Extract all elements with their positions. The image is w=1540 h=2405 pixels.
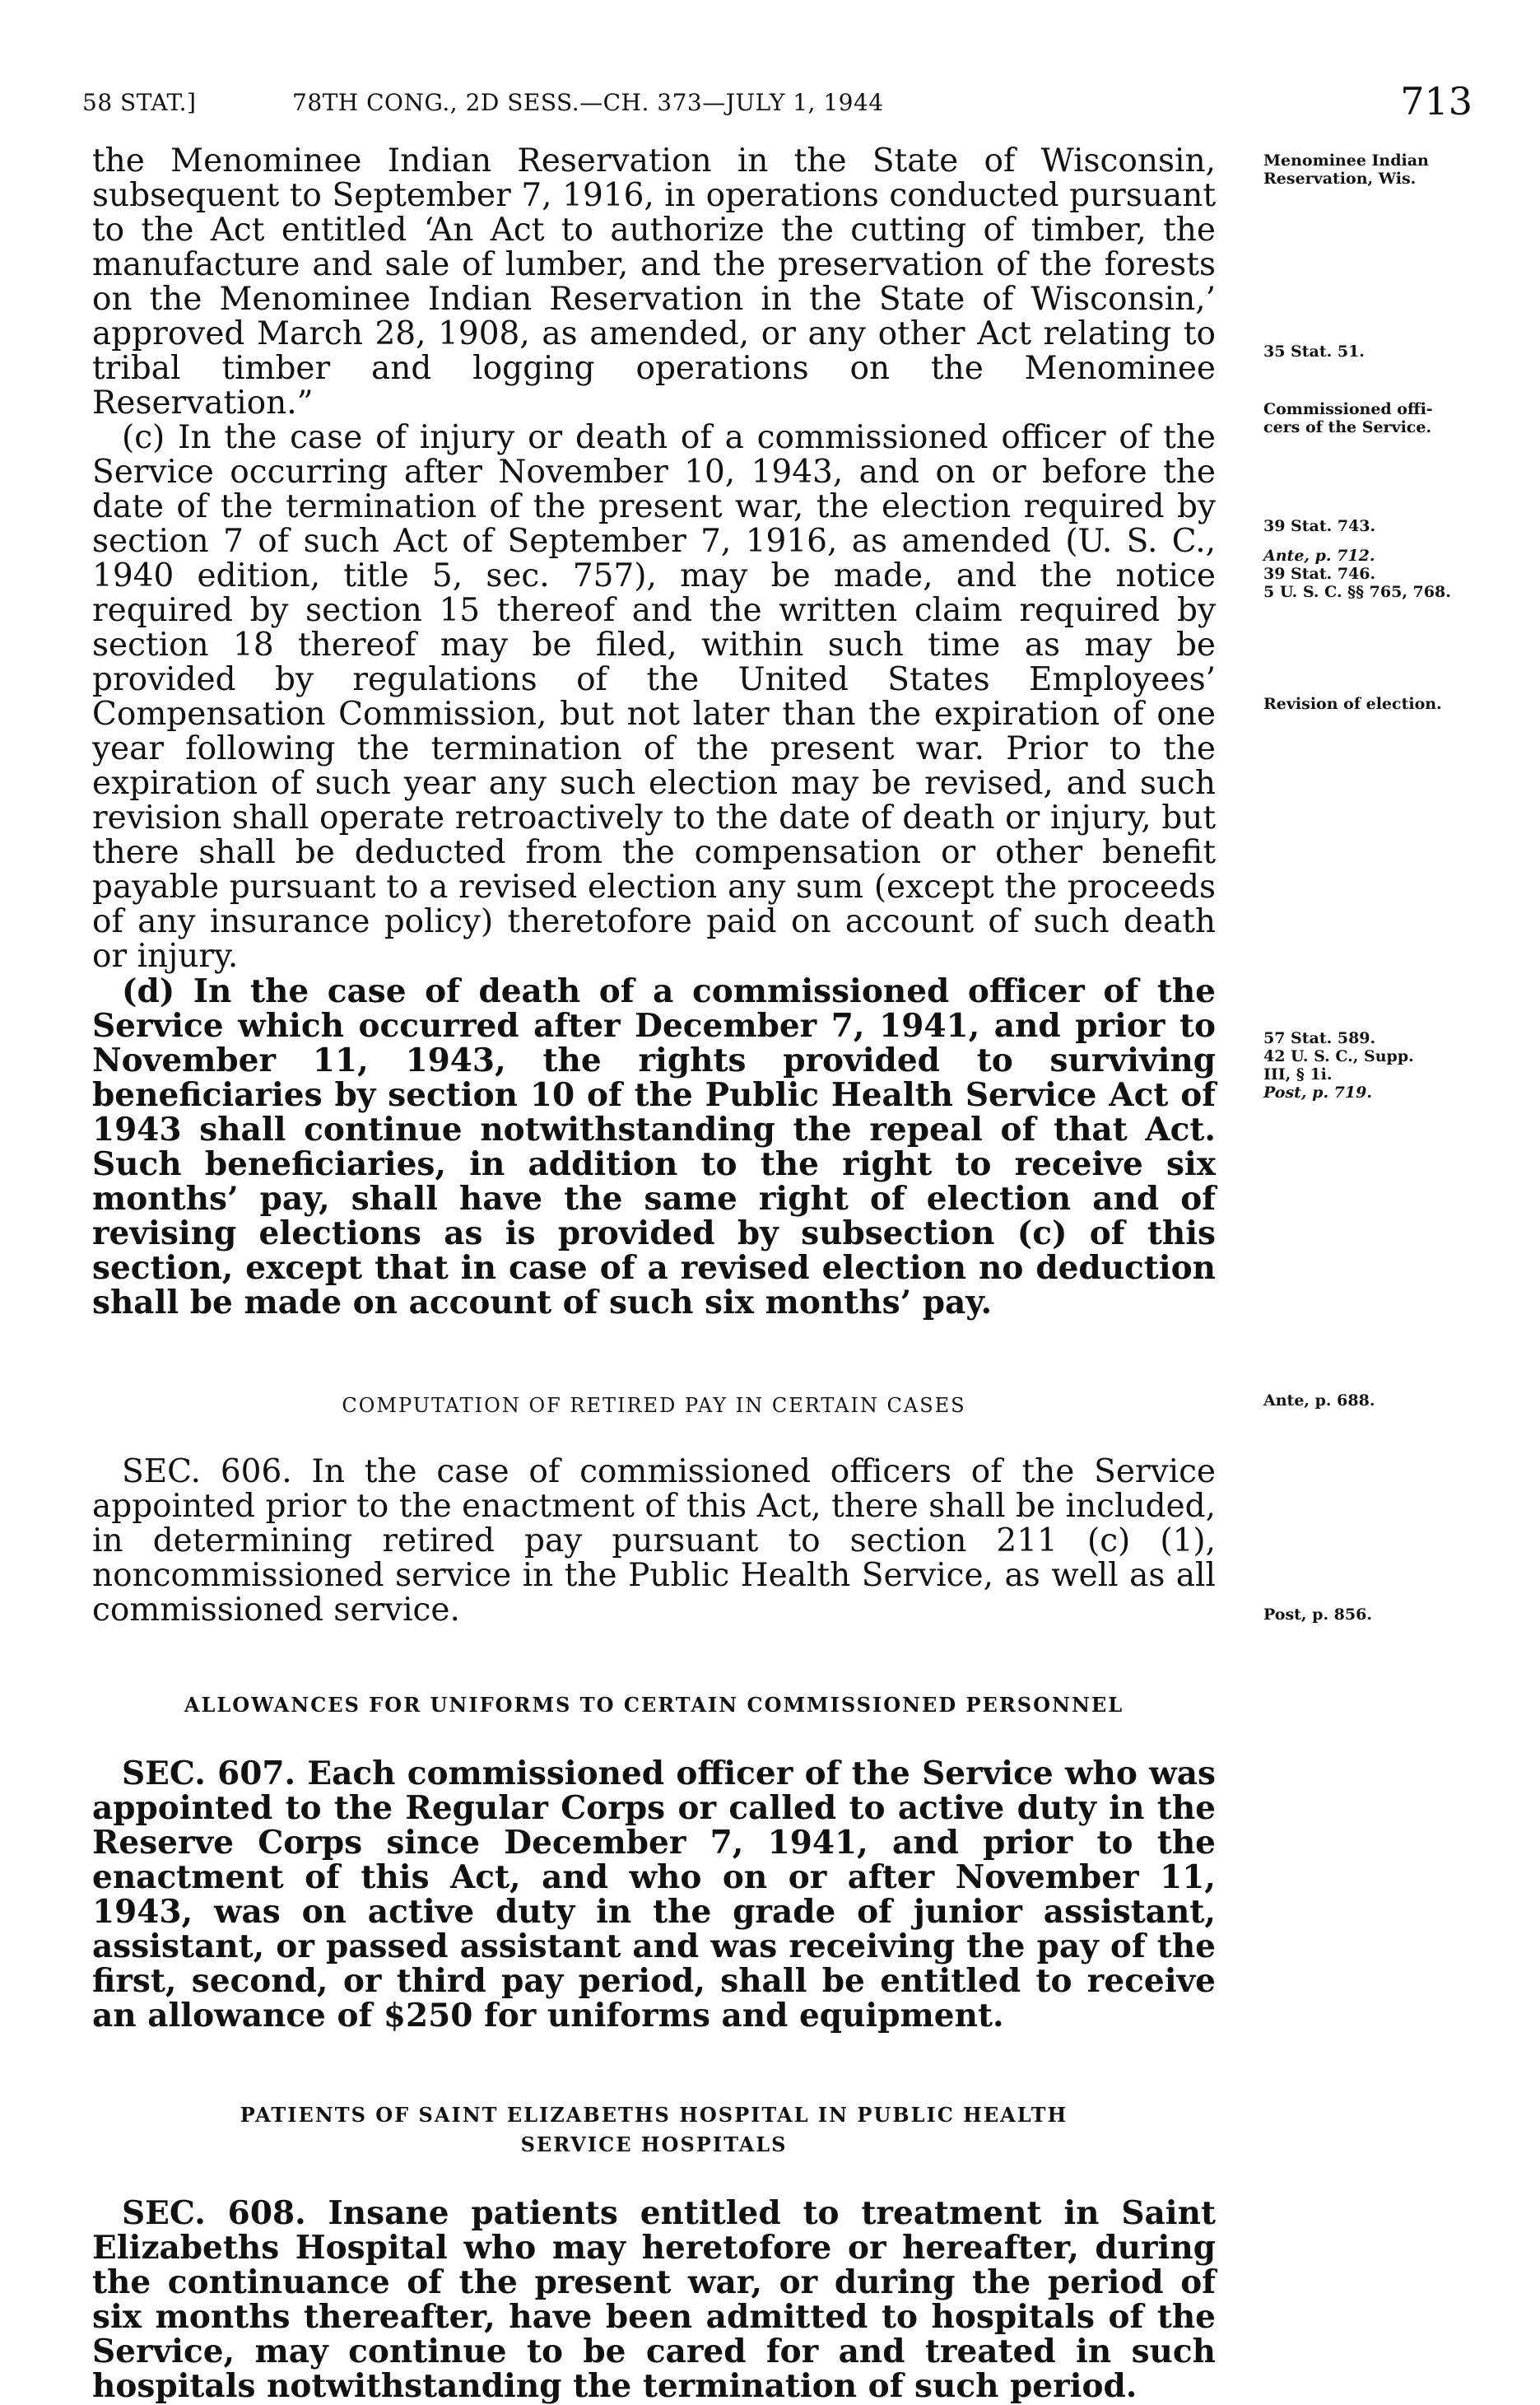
margin-note-ante-712 [1263, 547, 1519, 601]
page-number: 713 [1400, 79, 1473, 124]
section-heading-saint-elizabeths [92, 2100, 1216, 2160]
paragraph-continuation: the Menominee Indian Reservation in the State of Wisconsin, subsequent to September 7, 1916, in operations conducted pursuant to the Act entitled ‘An Act to authorize the cutting of timber, the manufacture and sale of lumber, and the preservation of the forests on the Menominee Indian Reservation in the State of Wisconsin,’ approved March 28, 1908, as amended, or any other Act relating to tribal timber and logging operations on the Menominee Reservation.” [92, 142, 1216, 422]
margin-note-57-stat [1263, 1029, 1519, 1102]
running-header-session: 78TH CONG., 2D SESS.—CH. 373—JULY 1, 1944 [292, 89, 884, 116]
margin-note-line: III, § 1i. [1263, 1065, 1333, 1084]
heading-line-2: SERVICE HOSPITALS [520, 2132, 788, 2156]
margin-note-line: Menominee Indian [1263, 151, 1429, 170]
section-608: SEC. 608. Insane patients entitled to treatment in Saint Elizabeths Hospital who may heretofore or hereafter, during the continuance of the present war, or during the period of six months thereafter, have been admitted to hospitals of the Service, may continue to be cared for and treated in such hospitals notwithstanding the termination of such period. [92, 2194, 1216, 2405]
margin-note-menominee [1263, 151, 1519, 188]
margin-note-line: 39 Stat. 746. [1263, 565, 1376, 583]
section-606: SEC. 606. In the case of commissioned officers of the Service appointed prior to the enactment of this Act, there shall be included, in determining retired pay pursuant to section 211 (c) (1), noncommissioned service in the Public Health Service, as well as all commissioned service. [92, 1453, 1216, 1629]
margin-note-line: Post, p. 719. [1263, 1084, 1372, 1102]
margin-note-post-856: Post, p. 856. [1263, 1606, 1372, 1624]
margin-note-39-stat-743: 39 Stat. 743. [1263, 517, 1376, 535]
margin-note-line: cers of the Service. [1263, 418, 1432, 436]
section-heading-uniforms: ALLOWANCES FOR UNIFORMS TO CERTAIN COMMISSIONED PERSONNEL [184, 1693, 1124, 1717]
margin-note-line: 5 U. S. C. §§ 765, 768. [1263, 583, 1451, 601]
margin-note-35-stat: 35 Stat. 51. [1263, 343, 1365, 361]
heading-line-1: PATIENTS OF SAINT ELIZABETHS HOSPITAL IN PUBLIC HEALTH [240, 2103, 1068, 2127]
margin-note-commissioned-officers [1263, 400, 1519, 436]
margin-note-line: Commissioned offi- [1263, 400, 1433, 418]
margin-note-revision-of-election: Revision of election. [1263, 695, 1442, 713]
paragraph-subsection-c: (c) In the case of injury or death of a commissioned officer of the Service occurring after November 10, 1943, and on or before the date of the termination of the present war, the election required by section 7 of such Act of September 7, 1916, as amended (U. S. C., 1940 edition, title 5, sec. 757), may be made, and the notice required by section 15 thereof and the written claim required by section 18 thereof may be filed, within such time as may be provided by regulations of the United States Employees’ Compensation Commission, but not later than the expiration of one year following the termination of the present war. Prior to the expiration of such year any such election may be revised, and such revision shall operate retroactively to the date of death or injury, but there shall be deducted from the compensation or other benefit payable pursuant to a revised election any sum (except the proceeds of any insurance policy) theretofore paid on account of such death or injury. [92, 419, 1216, 975]
running-header-volume: 58 STAT.] [82, 89, 197, 116]
margin-note-ante-688: Ante, p. 688. [1263, 1391, 1375, 1410]
section-607: SEC. 607. Each commissioned officer of the Service who was appointed to the Regular Corps or called to active duty in the Reserve Corps since December 7, 1941, and prior to the enactment of this Act, and who on or after November 11, 1943, was on active duty in the grade of junior assistant, assistant, or passed assistant and was receiving the pay of the first, second, or third pay period, shall be entitled to receive an allowance of $250 for uniforms and equipment. [92, 1755, 1216, 2034]
main-text-column [92, 144, 1216, 2403]
margin-note-line: Ante, p. 712. [1263, 547, 1375, 565]
margin-note-line: 42 U. S. C., Supp. [1263, 1047, 1414, 1065]
margin-note-line: Reservation, Wis. [1263, 170, 1417, 188]
margin-note-line: 57 Stat. 589. [1263, 1029, 1376, 1047]
section-heading-retired-pay: COMPUTATION OF RETIRED PAY IN CERTAIN CASES [342, 1394, 966, 1417]
paragraph-subsection-d: (d) In the case of death of a commissioned officer of the Service which occurred after December 7, 1941, and prior to November 11, 1943, the rights provided to surviving beneficiaries by section 10 of the Public Health Service Act of 1943 shall continue notwithstanding the repeal of that Act. Such beneficiaries, in addition to the right to receive six months’ pay, shall have the same right of election and of revising elections as is provided by subsection (c) of this section, except that in case of a revised election no deduction shall be made on account of such six months’ pay. [92, 972, 1216, 1321]
